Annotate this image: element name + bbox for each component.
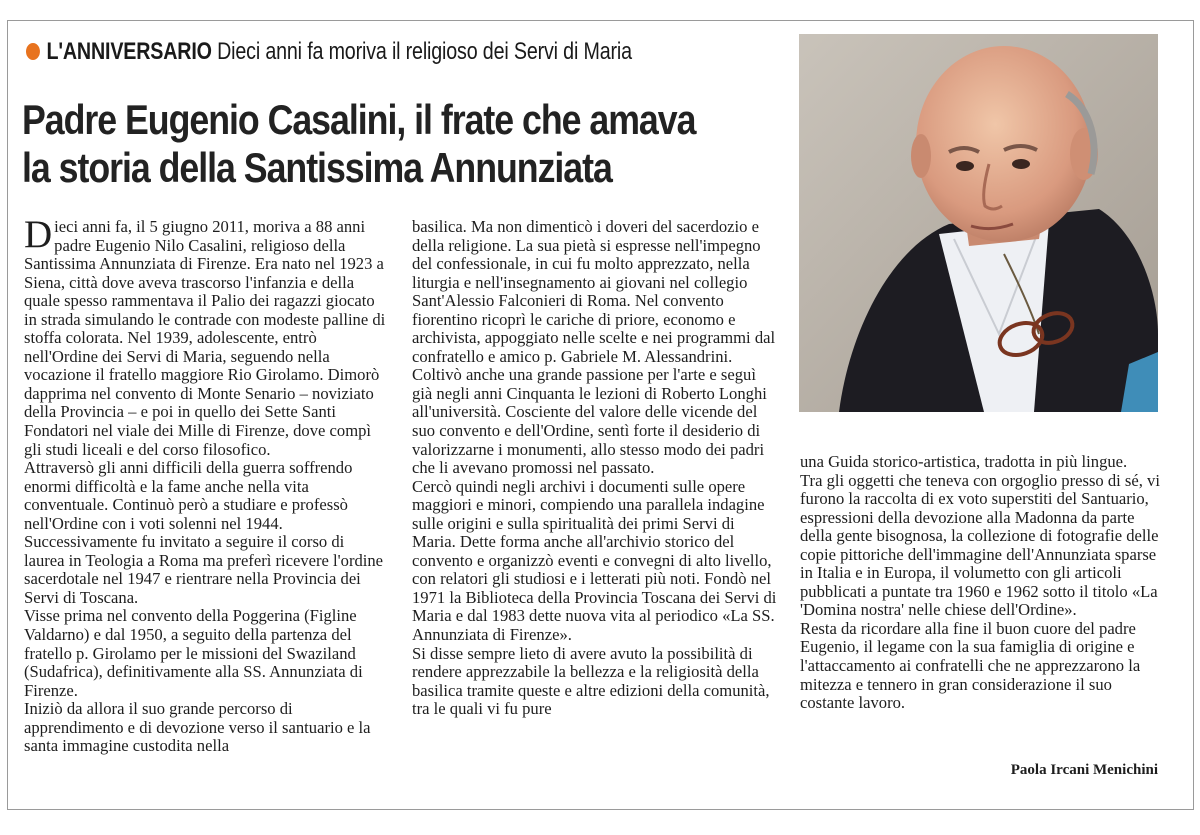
- paragraph: Cercò quindi negli archivi i documenti sulle opere maggiori e minori, compiendo una parallela indagine sulle origini e sulla spiritualità dei primi Servi di Maria. Dette forma anche all'archivio storico del convento e organizzò eventi e convegni di alto livello, con relatori gli studiosi e i letterati più noti. Fondò nel 1971 la Biblioteca della Provincia Toscana dei Servi di Maria e dal 1983 dette nuova vita al periodico «La SS. Annunziata di Firenze».: [412, 476, 777, 645]
- kicker: [26, 38, 632, 66]
- kicker-subtitle: Dieci anni fa moriva il religioso dei Servi di Maria: [217, 38, 632, 65]
- headline: [22, 96, 695, 192]
- paragraph: Tra gli oggetti che teneva con orgoglio presso di sé, vi furono la raccolta di ex voto superstiti del Santuario, espressioni della devozione alla Madonna da parte della gente bisognosa, la collezione di fotografie delle copie pittoriche dell'immagine dell'Annunziata sparse in Italia e in Europa, il volumetto con gli articoli pubblicati a puntate tra 1960 e 1962 sotto il titolo «La 'Domina nostra' nelle chiese dell'Ordine».: [800, 470, 1160, 620]
- paragraph: Iniziò da allora il suo grande percorso di apprendimento e di devozione verso il santuario e la santa immagine custodita nella: [24, 699, 371, 756]
- paragraph: Resta da ricordare alla fine il buon cuore del padre Eugenio, il legame con la sua famiglia di origine e l'attaccamento ai confratelli che ne apprezzarono la mitezza e tennero in gran considerazione il suo costante lavoro.: [800, 618, 1141, 713]
- article-column-3: [800, 453, 1160, 713]
- drop-cap: D: [24, 213, 53, 256]
- paragraph: Si disse sempre lieto di avere avuto la possibilità di rendere apprezzabile la bellezza e la religiosità della basilica tramite queste e altre edizioni della comunità, tra le quali vi fu pure: [412, 643, 770, 719]
- paragraph: [24, 213, 388, 459]
- paragraph: Attraversò gli anni difficili della guerra soffrendo enormi difficoltà e la fame anche nella vita conventuale. Continuò però a studiare e professò nell'Ordine con i voti solenni nel 1944. Successivamente fu invitato a seguire il corso di laurea in Teologia a Roma ma preferì ricevere l'ordine sacerdotale nel 1947 e rientrare nella Provincia dei Servi di Toscana.: [24, 458, 384, 607]
- headline-line-1: Padre Eugenio Casalini, il frate che amava: [22, 96, 696, 143]
- paragraph: basilica. Ma non dimenticò i doveri del sacerdozio e della religione. La sua pietà si espresse nell'impegno del confessionale, in cui fu molto apprezzato, nella liturgia e nell'insegnamento ai giovani nel collegio Sant'Alessio Falconieri di Roma. Nel convento fiorentino ricoprì le cariche di priore, economo e archivista, appoggiato nelle scelte e nei programmi dal confratello e amico p. Gabriele M. Alessandrini.: [412, 217, 776, 366]
- article-column-2: [412, 218, 777, 719]
- orange-bullet-icon: [26, 43, 40, 60]
- paragraph: Coltivò anche una grande passione per l'arte e seguì già negli anni Cinquanta le lezioni di Roberto Longhi all'università. Cosciente del valore delle vicende del suo convento e dell'Ordine, sentì forte il desiderio di valorizzarne i monumenti, allo stesso modo dei padri che li avevano promossi nel passato.: [412, 365, 767, 478]
- kicker-label: L'ANNIVERSARIO: [46, 38, 212, 65]
- paragraph: Visse prima nel convento della Poggerina (Figline Valdarno) e dal 1950, a seguito della partenza del fratello p. Girolamo per le missioni del Swaziland (Sudafrica), definitivamente alla SS. Annunziata di Firenze.: [24, 606, 363, 700]
- paragraph: una Guida storico-artistica, tradotta in più lingue.: [800, 452, 1128, 471]
- headline-line-2: la storia della Santissima Annunziata: [22, 144, 612, 191]
- article-column-1: [24, 213, 388, 756]
- paragraph-text: ieci anni fa, il 5 giugno 2011, moriva a 88 anni padre Eugenio Nilo Casalini, religioso della Santissima Annunziata di Firenze. Era nato nel 1923 a Siena, città dove aveva trascorso l'infanzia e della quale spesso rammentava il Palio dei ragazzi giocato in strada simulando le contrade con modeste palline di stoffa colorata. Nel 1939, adolescente, entrò nell'Ordine dei Servi di Maria, seguendo nella vocazione il fratello maggiore Rio Girolamo. Dimorò dapprima nel convento di Monte Senario – noviziato della Provincia – e poi in quello dei Sette Santi Fondatori nel viale dei Mille di Firenze, dove compì gli studi liceali e del corso filosofico.: [24, 217, 386, 459]
- portrait-illustration: [799, 34, 1158, 412]
- byline: Paola Ircani Menichini: [1010, 762, 1158, 778]
- portrait-photo: [799, 34, 1158, 412]
